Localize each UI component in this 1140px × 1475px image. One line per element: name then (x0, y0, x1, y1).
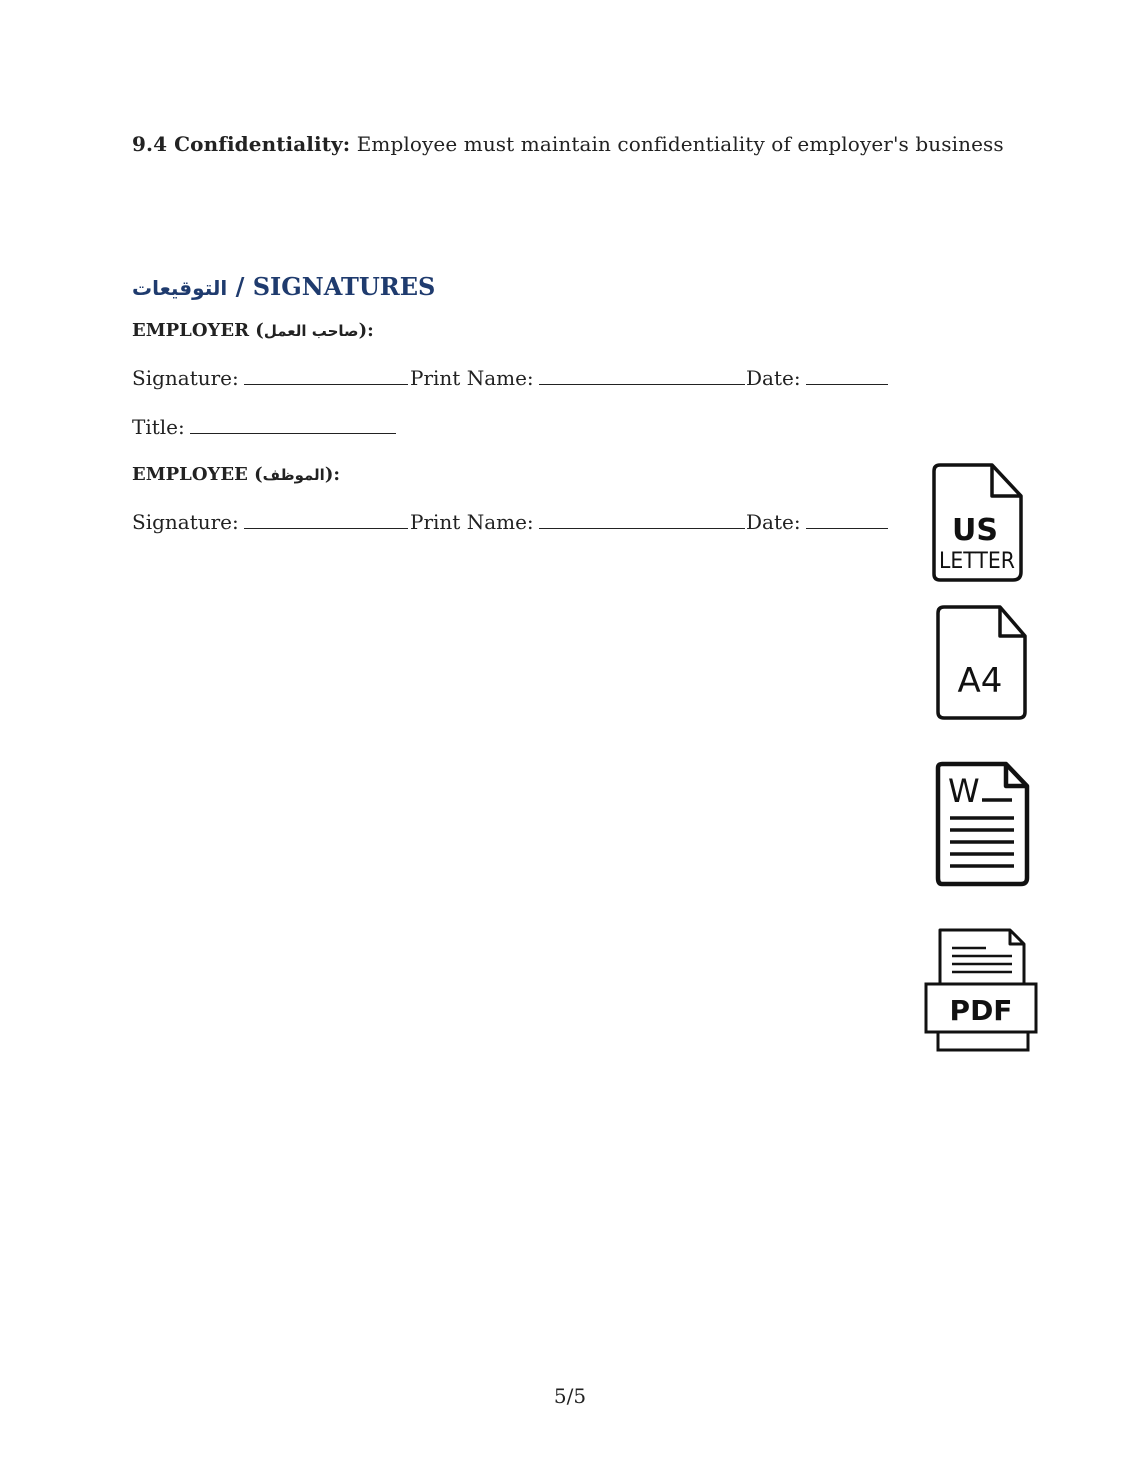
employee-signature-line[interactable] (244, 510, 408, 529)
employer-label (132, 320, 374, 341)
employee-label-ar: الموظف (262, 466, 325, 484)
employee-signature-label: Signature: (132, 510, 239, 534)
word-icon-letter: W (948, 772, 980, 810)
employer-print-name-label: Print Name: (410, 366, 534, 390)
pdf-icon-text: PDF (949, 994, 1013, 1027)
format-icons (918, 460, 1043, 1060)
employee-print-name-label: Print Name: (410, 510, 534, 534)
employee-label (132, 464, 340, 485)
confidentiality-clause (132, 132, 1004, 156)
employee-date-label: Date: (746, 510, 801, 534)
employee-print-name-field (410, 510, 745, 534)
employer-label-en: EMPLOYER ( (132, 320, 264, 341)
clause-text: Employee must maintain confidentiality of employer's business (356, 132, 1004, 156)
employer-print-name-line[interactable] (539, 366, 745, 385)
a4-file-icon[interactable] (936, 604, 1028, 722)
us-letter-icon-line1: US (952, 513, 998, 548)
signatures-heading-separator: / (227, 272, 253, 301)
clause-heading: 9.4 Confidentiality: (132, 132, 351, 156)
us-letter-file-icon[interactable] (932, 462, 1024, 584)
employer-title-line[interactable] (190, 415, 396, 434)
employer-label-end: ): (358, 320, 374, 341)
employee-label-en: EMPLOYEE ( (132, 464, 263, 485)
employer-title-label: Title: (132, 415, 185, 439)
employer-signature-line[interactable] (244, 366, 408, 385)
employee-print-name-line[interactable] (539, 510, 745, 529)
employer-date-line[interactable] (806, 366, 888, 385)
us-letter-icon-line2: LETTER (939, 549, 1015, 574)
employer-signature-field (132, 366, 408, 390)
signatures-heading-arabic: التوقيعات (132, 276, 228, 300)
a4-icon-text: A4 (957, 661, 1003, 701)
employer-date-label: Date: (746, 366, 801, 390)
employee-date-line[interactable] (806, 510, 888, 529)
employee-signature-row (132, 510, 932, 540)
employee-date-field (746, 510, 888, 534)
page-number: 5/5 (553, 1384, 587, 1408)
signatures-heading (132, 272, 435, 301)
pdf-file-icon[interactable] (924, 926, 1040, 1052)
employer-signature-row (132, 366, 932, 396)
employer-print-name-field (410, 366, 745, 390)
employer-date-field (746, 366, 888, 390)
employer-label-ar: صاحب العمل (263, 322, 359, 340)
signatures-heading-english: SIGNATURES (252, 272, 436, 301)
employer-signature-label: Signature: (132, 366, 239, 390)
employee-signature-field (132, 510, 408, 534)
employer-title-field (132, 415, 396, 439)
employer-title-row (132, 415, 932, 445)
word-document-icon[interactable] (936, 760, 1032, 890)
employee-label-end: ): (324, 464, 340, 485)
